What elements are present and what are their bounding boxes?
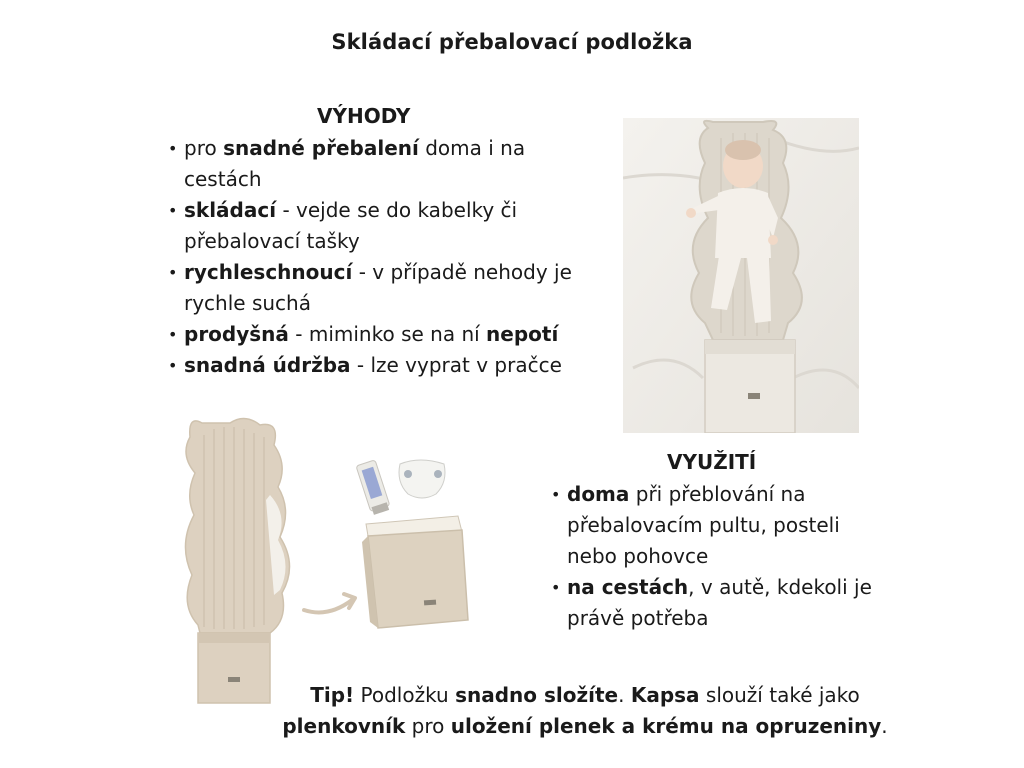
unfolded-mat-image [170,415,320,705]
list-item: • prodyšná - miminko se na ní nepotí [168,319,598,350]
list-item: • skládací - vejde se do kabelky či přebalovací tašky [168,195,598,257]
usage-heading: VYUŽITÍ [667,450,757,474]
folded-mat-image [348,452,480,640]
list-item: • na cestách, v autě, kdekoli je právě potřeba [551,572,891,634]
list-item: • rychleschnoucí - v případě nehody je rychle suchá [168,257,598,319]
list-item: • pro snadné přebalení doma i na cestách [168,133,598,195]
list-item: • snadná údržba - lze vyprat v pračce [168,350,598,381]
advantages-heading: VÝHODY [317,104,411,128]
page-title: Skládací přebalovací podložka [331,30,693,54]
tip-text: Tip! Podložku snadno složíte. Kapsa slouží také jako plenkovník pro uložení plenek a krému na opruzeniny. [282,683,888,738]
baby-on-mat-photo [623,118,859,433]
list-item: • doma při přeblování na přebalovacím pultu, posteli nebo pohovce [551,479,891,572]
usage-list [551,479,891,634]
advantages-list [168,133,598,381]
